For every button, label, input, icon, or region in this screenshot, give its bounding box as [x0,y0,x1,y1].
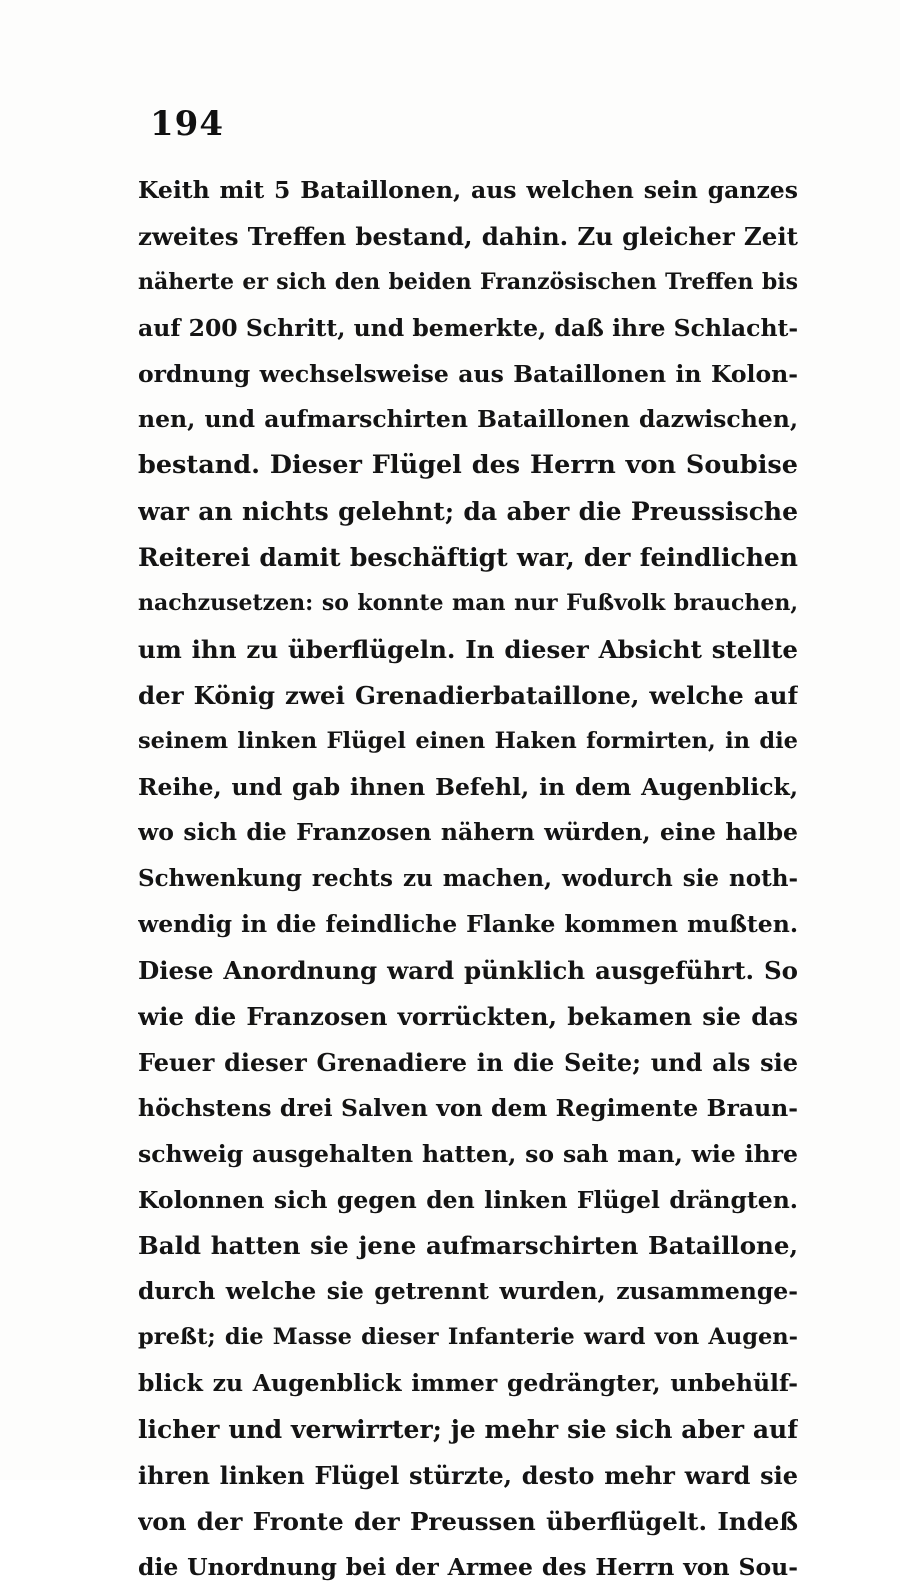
text-line: Kolonnen sich gegen den linken Flügel drängten. [138,1185,798,1214]
page-number: 194 [150,104,224,144]
text-line: nachzusetzen: so konnte man nur Fußvolk brauchen, [138,590,798,617]
text-line: blick zu Augenblick immer gedrängter, unbehülf- [138,1369,798,1398]
text-line: Bald hatten sie jene aufmarschirten Bataillone, [138,1231,798,1261]
text-line: ihren linken Flügel stürzte, desto mehr ward sie [138,1460,798,1490]
text-line: auf 200 Schritt, und bemerkte, daß ihre Schlacht- [138,313,798,342]
text-line: von der Fronte der Preussen überflügelt. Indeß [138,1506,798,1536]
text-line: Schwenkung rechts zu machen, wodurch sie noth- [138,865,798,893]
text-line: wendig in die feindliche Flanke kommen mußten. [138,910,798,939]
text-line: durch welche sie getrennt wurden, zusammenge- [138,1277,798,1306]
text-line: Keith mit 5 Bataillonen, aus welchen sein ganzes [138,176,798,204]
text-line: licher und verwirrter; je mehr sie sich aber auf [138,1415,798,1445]
text-line: Feuer dieser Grenadiere in die Seite; und als sie [138,1047,798,1077]
text-line: seinem linken Flügel einen Haken formirten, in die [138,727,798,754]
text-line: höchstens drei Salven von dem Regimente Braun- [138,1093,798,1122]
text-line: schweig ausgehalten hatten, so sah man, wie ihre [138,1139,798,1168]
text-line: näherte er sich den beiden Französischen Treffen bis [138,268,798,295]
text-line: nen, und aufmarschirten Bataillonen dazwischen, [138,405,798,434]
text-line: Reihe, und gab ihnen Befehl, in dem Augenblick, [138,772,798,801]
text-line: war an nichts gelehnt; da aber die Preussische [138,497,798,527]
text-line: die Unordnung bei der Armee des Herrn von Sou- [138,1552,798,1581]
text-line: ordnung wechselsweise aus Bataillonen in Kolon- [138,359,798,388]
text-line: wie die Franzosen vorrückten, bekamen sie das [138,1002,798,1032]
text-line: Reiterei damit beschäftigt war, der feindlichen [138,543,798,573]
text-line: Diese Anordnung ward pünklich ausgeführt. So [138,956,798,986]
text-line: der König zwei Grenadierbataillone, welche auf [138,680,798,710]
text-line: zweites Treffen bestand, dahin. Zu gleicher Zeit [138,221,798,251]
text-line: wo sich die Franzosen nähern würden, eine halbe [138,818,798,847]
text-line: preßt; die Masse dieser Infanterie ward von Augen- [138,1324,798,1351]
text-line: bestand. Dieser Flügel des Herrn von Soubise [138,450,798,481]
text-line: um ihn zu überflügeln. In dieser Absicht stellte [138,634,798,664]
body-text [138,168,798,1591]
